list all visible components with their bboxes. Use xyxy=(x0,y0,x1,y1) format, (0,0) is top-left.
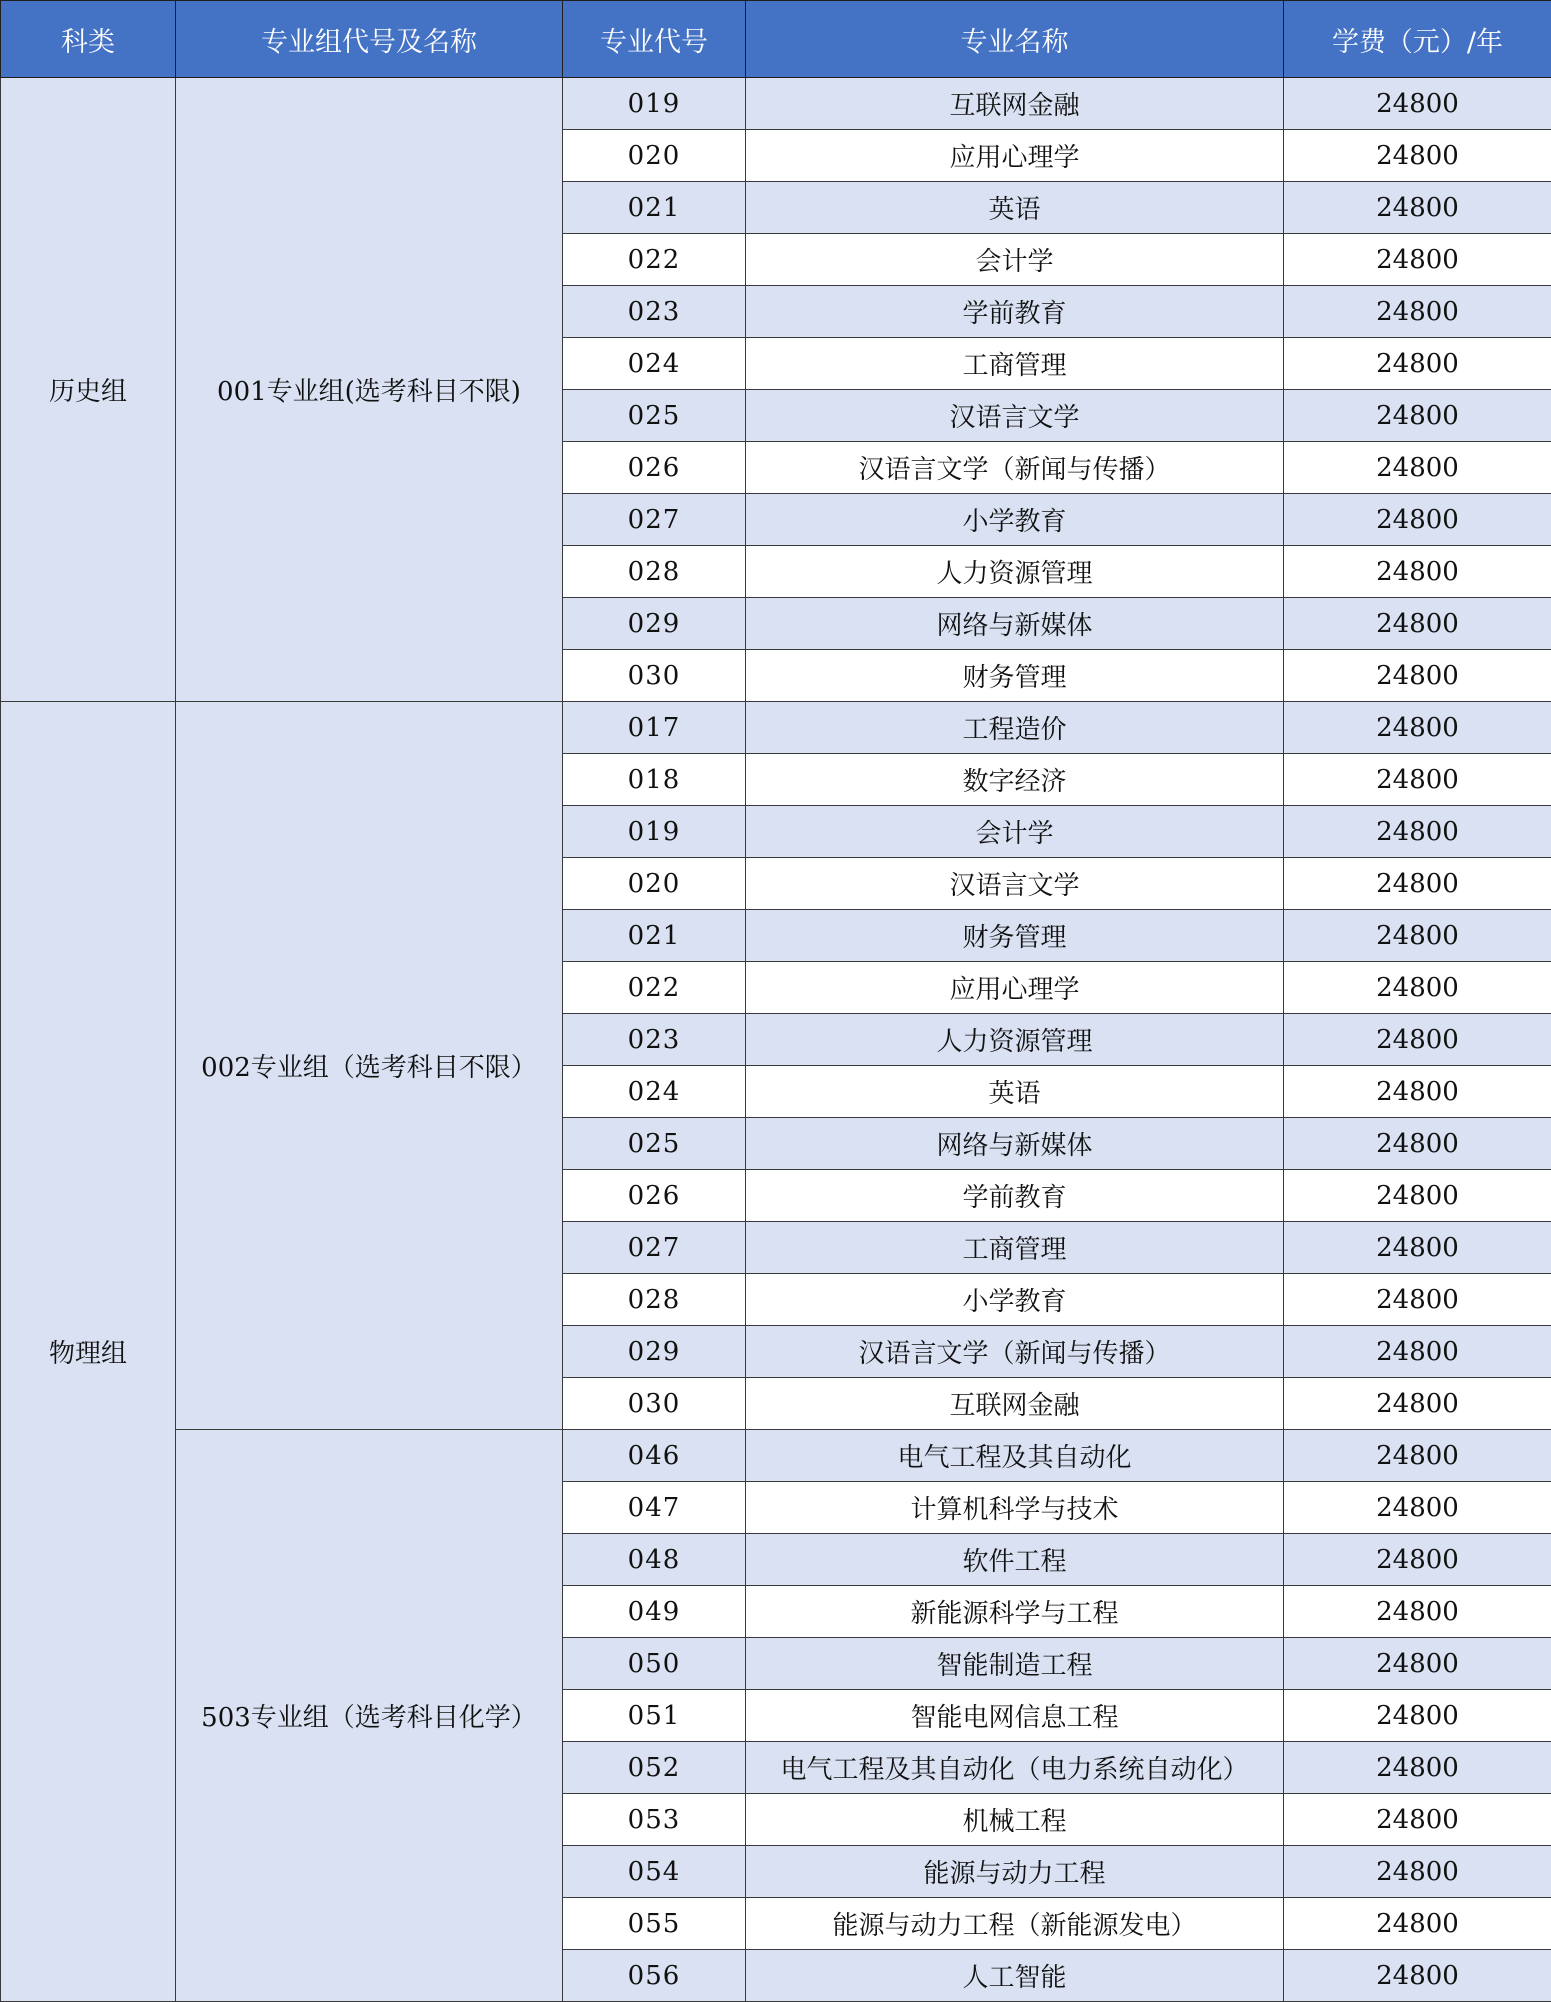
major-name-cell: 软件工程 xyxy=(746,1534,1284,1586)
major-code-cell: 026 xyxy=(563,1170,746,1222)
tuition-cell: 24800 xyxy=(1284,910,1551,962)
major-code-cell: 019 xyxy=(563,78,746,130)
major-code-cell: 046 xyxy=(563,1430,746,1482)
major-code-cell: 056 xyxy=(563,1950,746,2002)
tuition-cell: 24800 xyxy=(1284,1222,1551,1274)
header-major-code: 专业代号 xyxy=(563,1,746,78)
major-name-cell: 人力资源管理 xyxy=(746,546,1284,598)
tuition-cell: 24800 xyxy=(1284,1170,1551,1222)
major-name-cell: 工商管理 xyxy=(746,338,1284,390)
major-name-cell: 能源与动力工程（新能源发电） xyxy=(746,1898,1284,1950)
major-name-cell: 汉语言文学（新闻与传播） xyxy=(746,442,1284,494)
major-name-cell: 会计学 xyxy=(746,806,1284,858)
major-name-cell: 小学教育 xyxy=(746,494,1284,546)
major-name-cell: 学前教育 xyxy=(746,1170,1284,1222)
tuition-cell: 24800 xyxy=(1284,1690,1551,1742)
tuition-cell: 24800 xyxy=(1284,598,1551,650)
tuition-cell: 24800 xyxy=(1284,182,1551,234)
major-name-cell: 机械工程 xyxy=(746,1794,1284,1846)
major-code-cell: 051 xyxy=(563,1690,746,1742)
major-code-cell: 048 xyxy=(563,1534,746,1586)
tuition-cell: 24800 xyxy=(1284,1014,1551,1066)
major-code-cell: 025 xyxy=(563,1118,746,1170)
major-name-cell: 互联网金融 xyxy=(746,1378,1284,1430)
major-name-cell: 计算机科学与技术 xyxy=(746,1482,1284,1534)
tuition-cell: 24800 xyxy=(1284,130,1551,182)
major-name-cell: 智能电网信息工程 xyxy=(746,1690,1284,1742)
major-name-cell: 电气工程及其自动化（电力系统自动化） xyxy=(746,1742,1284,1794)
tuition-cell: 24800 xyxy=(1284,1274,1551,1326)
tuition-cell: 24800 xyxy=(1284,1898,1551,1950)
tuition-cell: 24800 xyxy=(1284,702,1551,754)
major-code-cell: 020 xyxy=(563,130,746,182)
major-name-cell: 电气工程及其自动化 xyxy=(746,1430,1284,1482)
tuition-cell: 24800 xyxy=(1284,1794,1551,1846)
tuition-cell: 24800 xyxy=(1284,650,1551,702)
major-code-cell: 054 xyxy=(563,1846,746,1898)
table-row xyxy=(1,78,1551,130)
major-name-cell: 新能源科学与工程 xyxy=(746,1586,1284,1638)
major-name-cell: 工程造价 xyxy=(746,702,1284,754)
major-name-cell: 英语 xyxy=(746,182,1284,234)
major-code-cell: 024 xyxy=(563,1066,746,1118)
tuition-cell: 24800 xyxy=(1284,754,1551,806)
major-code-cell: 023 xyxy=(563,1014,746,1066)
header-major-name: 专业名称 xyxy=(746,1,1284,78)
major-name-cell: 会计学 xyxy=(746,234,1284,286)
major-name-cell: 汉语言文学（新闻与传播） xyxy=(746,1326,1284,1378)
major-code-cell: 025 xyxy=(563,390,746,442)
tuition-cell: 24800 xyxy=(1284,78,1551,130)
major-name-cell: 小学教育 xyxy=(746,1274,1284,1326)
major-code-cell: 024 xyxy=(563,338,746,390)
major-code-cell: 029 xyxy=(563,598,746,650)
tuition-cell: 24800 xyxy=(1284,1118,1551,1170)
major-name-cell: 能源与动力工程 xyxy=(746,1846,1284,1898)
group-cell: 001专业组(选考科目不限) xyxy=(176,78,563,702)
major-name-cell: 工商管理 xyxy=(746,1222,1284,1274)
tuition-cell: 24800 xyxy=(1284,1326,1551,1378)
major-code-cell: 020 xyxy=(563,858,746,910)
major-name-cell: 财务管理 xyxy=(746,910,1284,962)
major-name-cell: 应用心理学 xyxy=(746,130,1284,182)
major-name-cell: 智能制造工程 xyxy=(746,1638,1284,1690)
major-code-cell: 018 xyxy=(563,754,746,806)
tuition-cell: 24800 xyxy=(1284,1482,1551,1534)
category-cell: 历史组 xyxy=(1,78,176,702)
major-code-cell: 047 xyxy=(563,1482,746,1534)
major-name-cell: 网络与新媒体 xyxy=(746,598,1284,650)
tuition-cell: 24800 xyxy=(1284,962,1551,1014)
major-code-cell: 027 xyxy=(563,1222,746,1274)
header-group: 专业组代号及名称 xyxy=(176,1,563,78)
table-body xyxy=(1,78,1551,2002)
major-code-cell: 022 xyxy=(563,234,746,286)
major-code-cell: 030 xyxy=(563,1378,746,1430)
tuition-cell: 24800 xyxy=(1284,286,1551,338)
tuition-cell: 24800 xyxy=(1284,1586,1551,1638)
major-code-cell: 029 xyxy=(563,1326,746,1378)
tuition-cell: 24800 xyxy=(1284,1378,1551,1430)
major-name-cell: 英语 xyxy=(746,1066,1284,1118)
major-code-cell: 028 xyxy=(563,546,746,598)
tuition-cell: 24800 xyxy=(1284,806,1551,858)
tuition-cell: 24800 xyxy=(1284,1066,1551,1118)
major-name-cell: 人力资源管理 xyxy=(746,1014,1284,1066)
tuition-cell: 24800 xyxy=(1284,546,1551,598)
tuition-cell: 24800 xyxy=(1284,234,1551,286)
major-code-cell: 049 xyxy=(563,1586,746,1638)
table-row xyxy=(1,702,1551,754)
tuition-cell: 24800 xyxy=(1284,442,1551,494)
table-header xyxy=(1,1,1551,78)
tuition-cell: 24800 xyxy=(1284,1638,1551,1690)
major-name-cell: 学前教育 xyxy=(746,286,1284,338)
category-cell: 物理组 xyxy=(1,702,176,2002)
major-code-cell: 021 xyxy=(563,910,746,962)
major-code-cell: 053 xyxy=(563,1794,746,1846)
major-code-cell: 050 xyxy=(563,1638,746,1690)
tuition-cell: 24800 xyxy=(1284,858,1551,910)
major-code-cell: 052 xyxy=(563,1742,746,1794)
major-name-cell: 应用心理学 xyxy=(746,962,1284,1014)
header-row xyxy=(1,1,1551,78)
major-code-cell: 026 xyxy=(563,442,746,494)
tuition-cell: 24800 xyxy=(1284,1534,1551,1586)
tuition-cell: 24800 xyxy=(1284,1430,1551,1482)
major-name-cell: 汉语言文学 xyxy=(746,390,1284,442)
table-row xyxy=(1,1430,1551,1482)
major-code-cell: 027 xyxy=(563,494,746,546)
major-name-cell: 人工智能 xyxy=(746,1950,1284,2002)
major-code-cell: 017 xyxy=(563,702,746,754)
header-category: 科类 xyxy=(1,1,176,78)
tuition-cell: 24800 xyxy=(1284,390,1551,442)
major-code-cell: 019 xyxy=(563,806,746,858)
header-tuition: 学费（元）/年 xyxy=(1284,1,1551,78)
major-code-cell: 022 xyxy=(563,962,746,1014)
major-name-cell: 数字经济 xyxy=(746,754,1284,806)
major-name-cell: 网络与新媒体 xyxy=(746,1118,1284,1170)
major-code-cell: 021 xyxy=(563,182,746,234)
major-name-cell: 财务管理 xyxy=(746,650,1284,702)
group-cell: 503专业组（选考科目化学） xyxy=(176,1430,563,2002)
major-code-cell: 028 xyxy=(563,1274,746,1326)
major-code-cell: 023 xyxy=(563,286,746,338)
tuition-cell: 24800 xyxy=(1284,1846,1551,1898)
group-cell: 002专业组（选考科目不限） xyxy=(176,702,563,1430)
tuition-cell: 24800 xyxy=(1284,494,1551,546)
major-name-cell: 汉语言文学 xyxy=(746,858,1284,910)
tuition-cell: 24800 xyxy=(1284,1742,1551,1794)
major-code-cell: 055 xyxy=(563,1898,746,1950)
tuition-cell: 24800 xyxy=(1284,1950,1551,2002)
tuition-cell: 24800 xyxy=(1284,338,1551,390)
major-name-cell: 互联网金融 xyxy=(746,78,1284,130)
major-code-cell: 030 xyxy=(563,650,746,702)
